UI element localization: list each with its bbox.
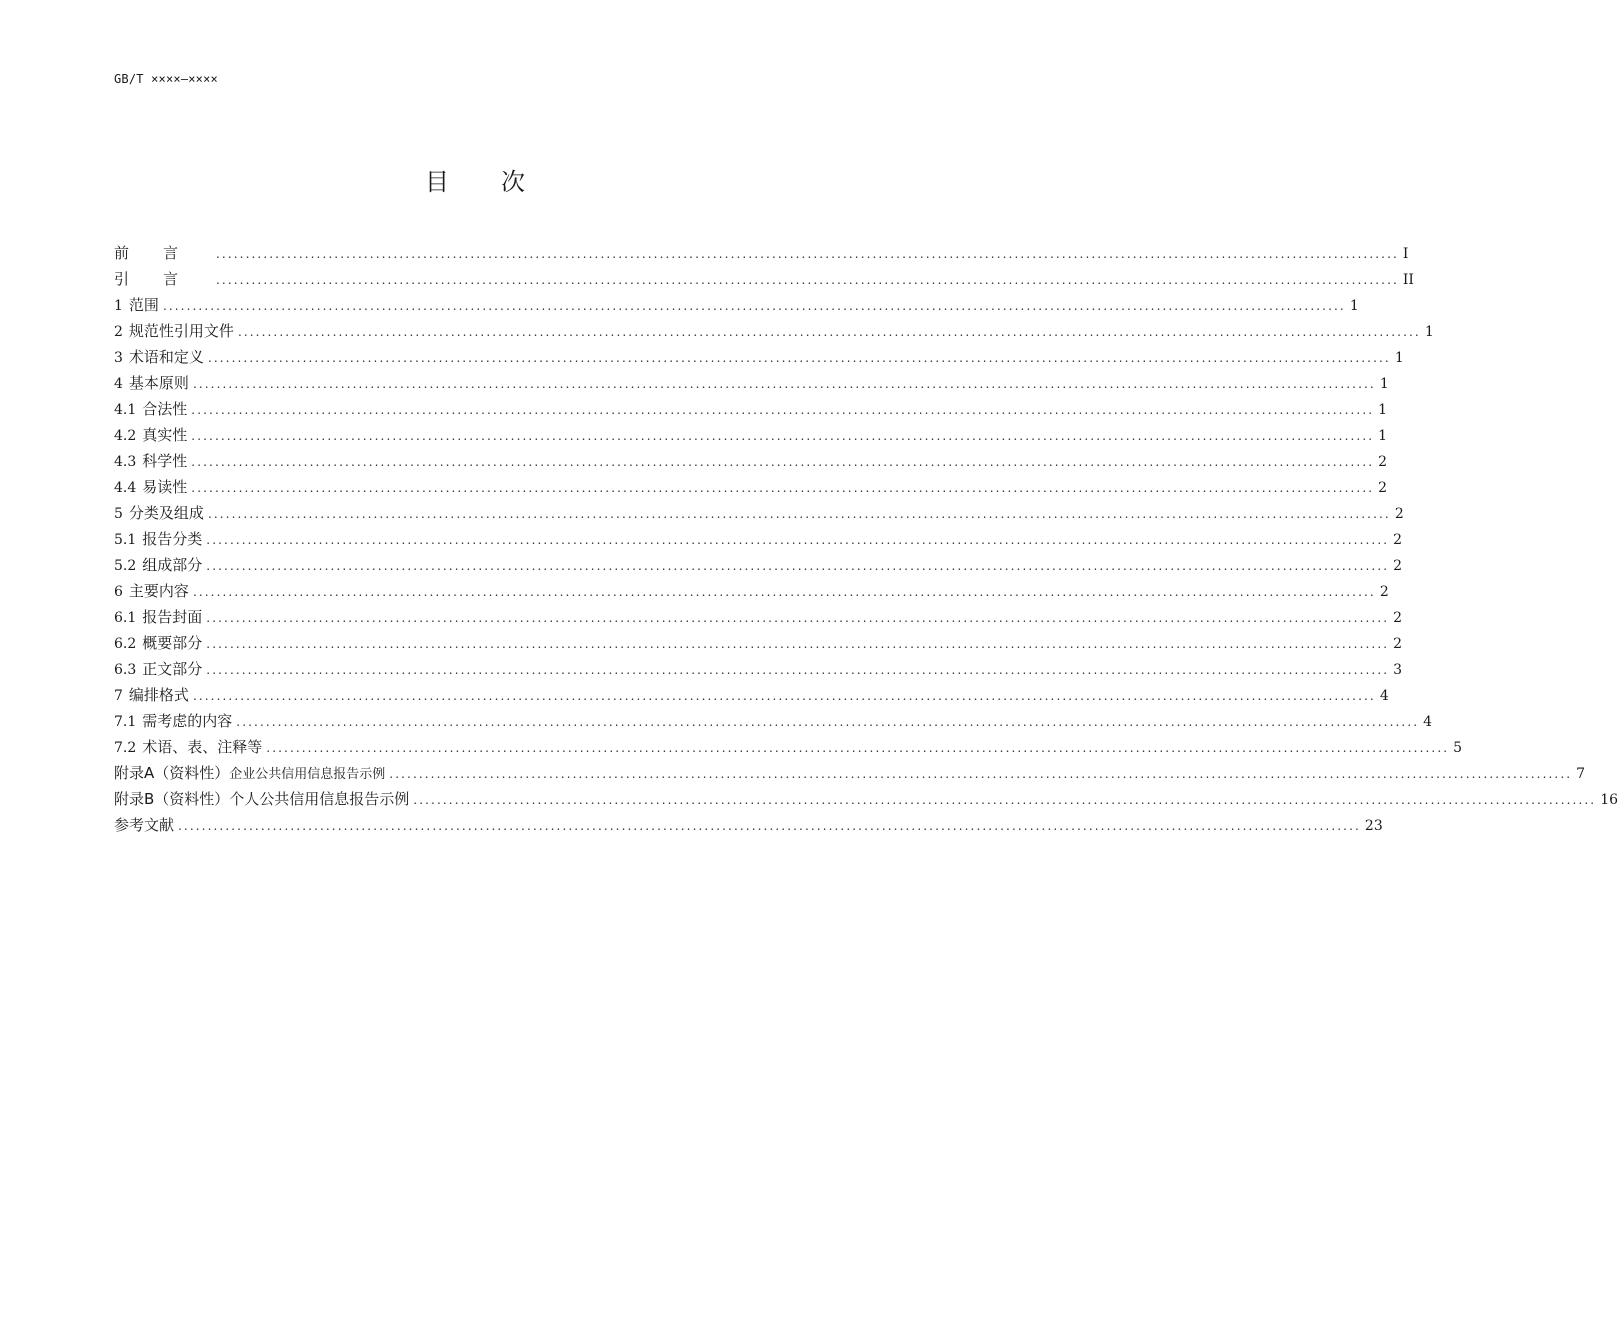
toc-entry-label xyxy=(114,240,212,266)
toc-entry[interactable] xyxy=(114,604,1403,630)
toc-entry-text: 概要部分 xyxy=(142,634,203,652)
toc-leader-dots: ........................................................................................................................................................................................................ xyxy=(216,247,1399,261)
toc-leader-dots: ........................................................................................................................................................................................................ xyxy=(192,377,1376,391)
toc-entry-page-number: 1 xyxy=(1424,324,1434,340)
toc-entry[interactable] xyxy=(114,760,1586,786)
toc-entry-label xyxy=(114,396,187,423)
toc-entry-text: 组成部分 xyxy=(142,556,203,574)
toc-entry-page-number: 1 xyxy=(1379,376,1389,392)
toc-entry[interactable] xyxy=(114,682,1389,708)
toc-entry-number: 5 xyxy=(114,506,123,522)
toc-leader-dots: ........................................................................................................................................................................................................ xyxy=(192,585,1376,599)
toc-entry-number: 5.1 xyxy=(114,532,137,548)
toc-entry-page-number: I xyxy=(1402,246,1409,262)
toc-entry-page-number: 2 xyxy=(1378,480,1388,496)
toc-entry-label xyxy=(114,344,204,371)
toc-leader-dots: ........................................................................................................................................................................................................ xyxy=(206,559,1390,573)
toc-entry-page-number: 2 xyxy=(1379,584,1389,600)
toc-entry-number: 4 xyxy=(114,376,123,392)
toc-entry-number: 6.2 xyxy=(114,636,137,652)
toc-entry-number: 3 xyxy=(114,350,123,366)
toc-entry[interactable] xyxy=(114,708,1433,734)
toc-entry-number: 5.2 xyxy=(114,558,137,574)
toc-leader-dots: ........................................................................................................................................................................................................ xyxy=(237,325,1421,339)
toc-leader-dots: ........................................................................................................................................................................................................ xyxy=(413,793,1597,807)
toc-entry-number: 1 xyxy=(114,298,123,314)
toc-entry-text: 报告封面 xyxy=(142,608,203,626)
toc-entry-number: 4.1 xyxy=(114,402,137,418)
toc-entry-text: 术语和定义 xyxy=(128,348,204,366)
toc-entry[interactable] xyxy=(114,344,1404,370)
toc-leader-dots: ........................................................................................................................................................................................................ xyxy=(162,299,1346,313)
toc-leader-dots: ........................................................................................................................................................................................................ xyxy=(206,637,1390,651)
toc-entry-page-number: 2 xyxy=(1393,636,1403,652)
toc-entry-page-number: 23 xyxy=(1364,818,1383,834)
toc-entry-number: 2 xyxy=(114,324,123,340)
toc-entry-label xyxy=(114,500,204,527)
toc-entry-text: 术语、表、注释等 xyxy=(142,738,263,756)
toc-entry-text: 易读性 xyxy=(142,478,188,496)
toc-leader-dots: ........................................................................................................................................................................................................ xyxy=(191,429,1375,443)
toc-entry[interactable] xyxy=(114,786,1618,812)
toc-entry[interactable] xyxy=(114,500,1404,526)
toc-entry[interactable] xyxy=(114,474,1388,500)
toc-leader-dots: ........................................................................................................................................................................................................ xyxy=(191,455,1375,469)
toc-entry-number: 6.1 xyxy=(114,610,137,626)
toc-leader-dots: ........................................................................................................................................................................................................ xyxy=(178,819,1361,833)
toc-entry-label xyxy=(114,318,234,345)
table-of-contents xyxy=(114,240,1618,838)
toc-entry[interactable] xyxy=(114,396,1388,422)
toc-entry-label xyxy=(114,370,189,397)
title-char-2: 次 xyxy=(501,168,525,196)
toc-entry-label xyxy=(114,786,409,812)
toc-entry-text: 分类及组成 xyxy=(128,504,204,522)
toc-entry-page-number: 2 xyxy=(1393,558,1403,574)
toc-entry-number: 7 xyxy=(114,688,123,704)
toc-entry-number: 4.4 xyxy=(114,480,137,496)
toc-entry[interactable] xyxy=(114,266,1414,292)
toc-entry-page-number: 1 xyxy=(1378,402,1388,418)
toc-entry-text: 范围 xyxy=(128,296,159,314)
toc-entry-text: 规范性引用文件 xyxy=(128,322,234,340)
toc-entry[interactable] xyxy=(114,630,1403,656)
toc-entry-text: 附录B（资料性）个人公共信用信息报告示例 xyxy=(114,790,410,808)
toc-entry-text: 主要内容 xyxy=(128,582,189,600)
toc-entry-page-number: 4 xyxy=(1423,714,1433,730)
title-char-1: 目 xyxy=(425,168,449,196)
toc-entry-text: 需考虑的内容 xyxy=(142,712,233,730)
toc-leader-dots: ........................................................................................................................................................................................................ xyxy=(206,533,1390,547)
toc-entry-text: 基本原则 xyxy=(128,374,189,392)
toc-entry[interactable] xyxy=(114,578,1389,604)
toc-leader-dots: ........................................................................................................................................................................................................ xyxy=(191,481,1375,495)
toc-entry[interactable] xyxy=(114,370,1389,396)
toc-entry-label xyxy=(114,760,385,788)
toc-entry-text: 前言 xyxy=(114,244,213,262)
toc-entry-number: 4.3 xyxy=(114,454,137,470)
toc-entry-label xyxy=(114,266,212,292)
toc-leader-dots: ........................................................................................................................................................................................................ xyxy=(389,767,1573,781)
toc-leader-dots: ........................................................................................................................................................................................................ xyxy=(191,403,1375,417)
toc-entry-label xyxy=(114,422,187,449)
toc-entry[interactable] xyxy=(114,240,1409,266)
toc-entry-text: 科学性 xyxy=(142,452,188,470)
toc-entry-text: 报告分类 xyxy=(142,530,203,548)
toc-leader-dots: ........................................................................................................................................................................................................ xyxy=(206,663,1390,677)
toc-entry-subtext: 企业公共信用信息报告示例 xyxy=(229,767,386,782)
toc-entry-page-number: 7 xyxy=(1576,766,1586,782)
standard-code: GB/T ××××—×××× xyxy=(114,72,218,86)
toc-entry-page-number: 2 xyxy=(1394,506,1404,522)
toc-entry[interactable] xyxy=(114,656,1403,682)
toc-entry-page-number: 4 xyxy=(1379,688,1389,704)
toc-entry-text: 真实性 xyxy=(142,426,188,444)
toc-entry[interactable] xyxy=(114,318,1434,344)
toc-entry-page-number: 16 xyxy=(1600,792,1618,808)
toc-entry-text: 参考文献 xyxy=(114,816,175,834)
toc-entry-number: 6.3 xyxy=(114,662,137,678)
toc-entry-page-number: 3 xyxy=(1393,662,1403,678)
toc-entry-label xyxy=(114,526,202,553)
toc-leader-dots: ........................................................................................................................................................................................................ xyxy=(207,351,1391,365)
toc-entry-page-number: II xyxy=(1402,272,1414,288)
toc-entry[interactable] xyxy=(114,552,1403,578)
toc-leader-dots: ........................................................................................................................................................................................................ xyxy=(206,611,1390,625)
toc-entry-label xyxy=(114,552,202,579)
toc-entry-label xyxy=(114,448,187,475)
toc-entry-page-number: 5 xyxy=(1453,740,1463,756)
toc-leader-dots: ........................................................................................................................................................................................................ xyxy=(216,273,1399,287)
toc-entry-label xyxy=(114,708,232,735)
toc-entry-label xyxy=(114,474,187,501)
toc-entry-text: 引言 xyxy=(114,270,213,288)
toc-entry-label xyxy=(114,292,159,319)
toc-entry[interactable] xyxy=(114,812,1383,838)
toc-entry-number: 7.2 xyxy=(114,740,137,756)
toc-entry[interactable] xyxy=(114,292,1359,318)
toc-entry-text: 正文部分 xyxy=(142,660,203,678)
toc-entry-page-number: 2 xyxy=(1393,532,1403,548)
toc-entry[interactable] xyxy=(114,734,1463,760)
toc-entry-page-number: 2 xyxy=(1393,610,1403,626)
toc-entry-text: 合法性 xyxy=(142,400,188,418)
toc-entry-page-number: 1 xyxy=(1349,298,1359,314)
toc-entry[interactable] xyxy=(114,448,1388,474)
page-title xyxy=(0,162,950,197)
toc-entry-page-number: 2 xyxy=(1378,454,1388,470)
toc-entry-label xyxy=(114,656,202,683)
toc-entry-number: 7.1 xyxy=(114,714,137,730)
toc-leader-dots: ........................................................................................................................................................................................................ xyxy=(266,741,1450,755)
toc-entry-label xyxy=(114,682,189,709)
toc-entry-label xyxy=(114,812,174,838)
toc-entry-page-number: 1 xyxy=(1378,428,1388,444)
toc-entry-number: 6 xyxy=(114,584,123,600)
toc-entry-label xyxy=(114,630,202,657)
toc-entry-label xyxy=(114,604,202,631)
toc-entry-number: 4.2 xyxy=(114,428,137,444)
toc-leader-dots: ........................................................................................................................................................................................................ xyxy=(192,689,1376,703)
toc-entry-label xyxy=(114,578,189,605)
toc-entry-page-number: 1 xyxy=(1394,350,1404,366)
toc-entry-text: 附录A（资料性） xyxy=(114,764,230,782)
toc-entry[interactable] xyxy=(114,526,1403,552)
toc-leader-dots: ........................................................................................................................................................................................................ xyxy=(207,507,1391,521)
toc-entry-label xyxy=(114,734,262,761)
toc-leader-dots: ........................................................................................................................................................................................................ xyxy=(236,715,1420,729)
toc-entry[interactable] xyxy=(114,422,1388,448)
toc-entry-text: 编排格式 xyxy=(128,686,189,704)
